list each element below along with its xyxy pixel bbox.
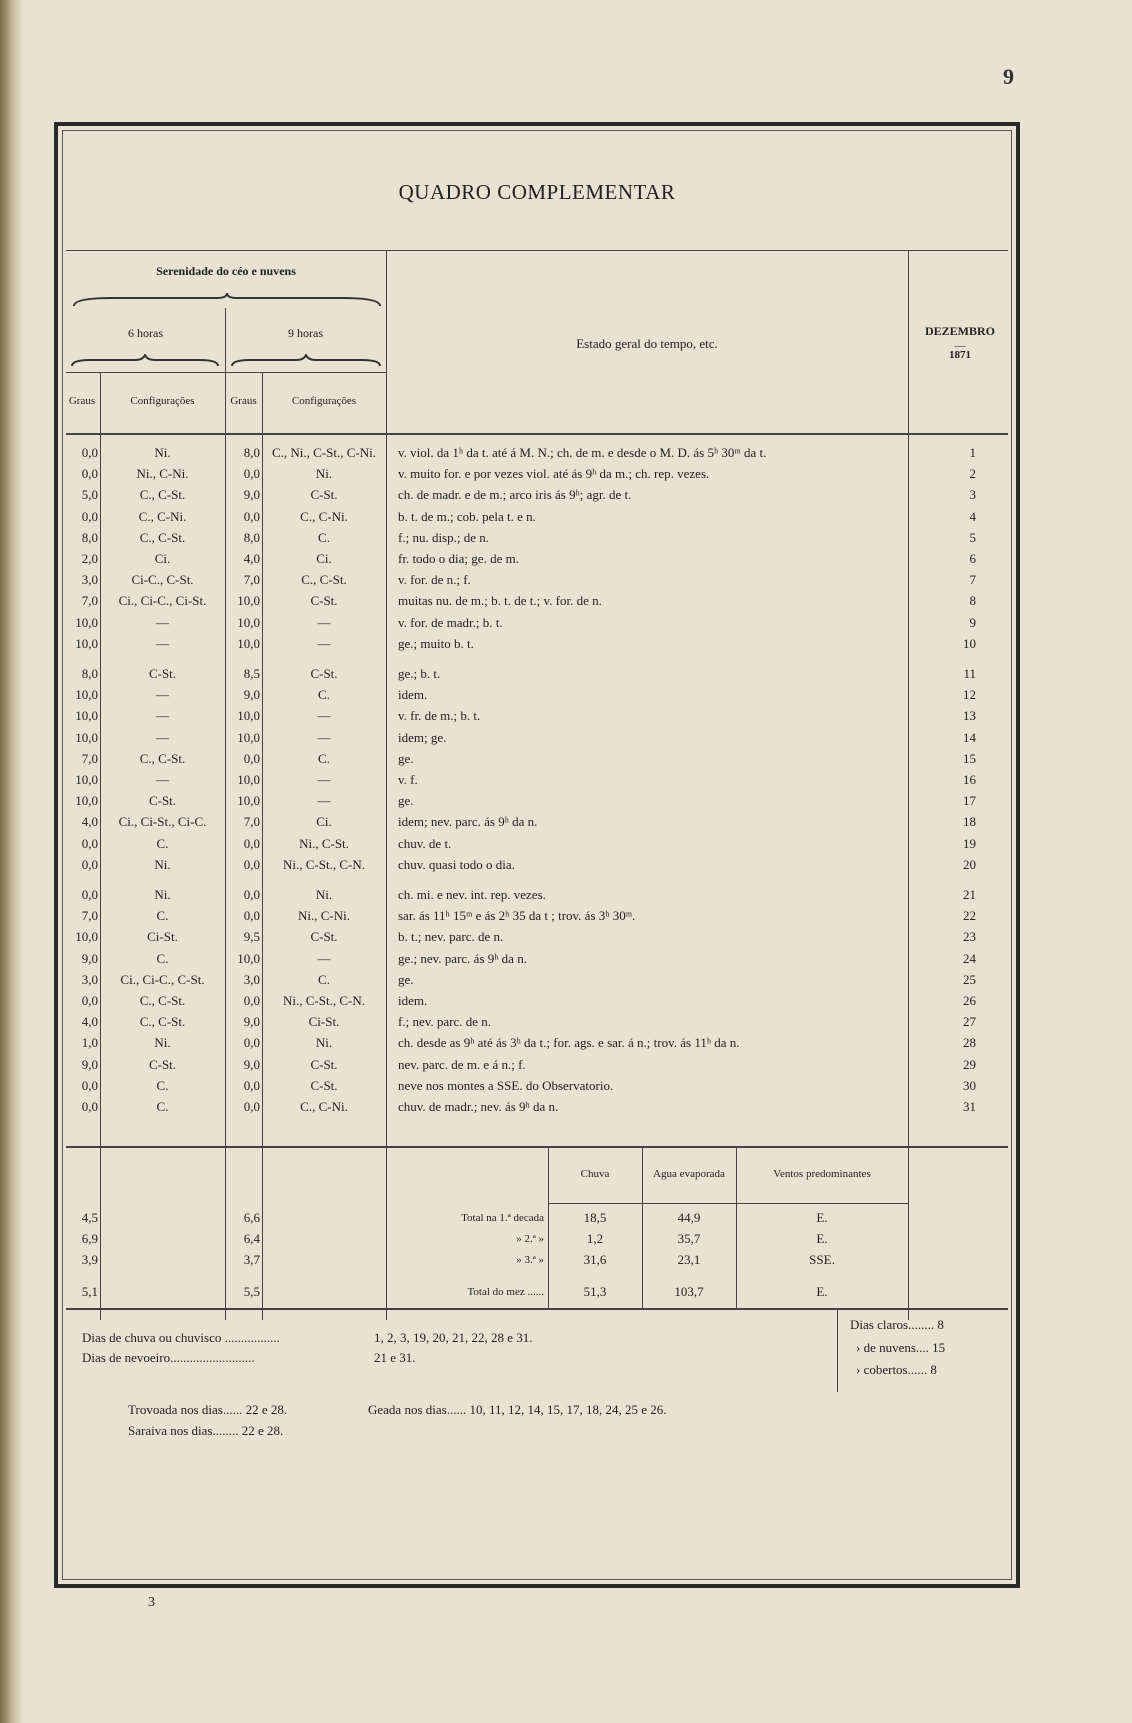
header-dash: — <box>954 340 966 352</box>
cell-graus-6h: 10,0 <box>75 729 98 745</box>
summary-chuva-label: Chuva <box>580 1168 610 1180</box>
cell-config-9h: Ni., C-St., C-N. <box>283 993 365 1008</box>
cell-day: 18 <box>963 814 976 830</box>
cell-estado: chuv. de madr.; nev. ás 9ʰ da n. <box>398 1099 559 1114</box>
cell-graus-9h: 9,0 <box>243 1056 260 1072</box>
cell-config-6h: C. <box>156 1099 169 1114</box>
cell-estado: v. viol. da 1ʰ da t. até á M. N.; ch. de m. e desde o M. D. ás 5ʰ 30ᵐ da t. <box>398 445 767 460</box>
cell-estado: chuv. de t. <box>398 835 452 851</box>
summary-chuva: 18,5 <box>583 1210 607 1225</box>
cell-config-9h: Ci. <box>316 814 332 830</box>
cell-estado: neve nos montes a SSE. do Observatorio. <box>398 1077 614 1093</box>
cell-day: 25 <box>963 971 976 987</box>
cell-graus-9h: 9,0 <box>243 1014 260 1030</box>
cell-graus-9h: 0,0 <box>243 1035 260 1051</box>
cell-day: 23 <box>963 929 976 945</box>
footer-geada: Geada nos dias...... 10, 11, 12, 14, 15, 17, 18, 24, 25 e 26. <box>368 1402 667 1417</box>
cell-graus-6h: 0,0 <box>81 856 98 872</box>
footer-dias-cobertos: › cobertos...... 8 <box>856 1362 937 1377</box>
cell-config-9h: C. <box>318 971 330 987</box>
cell-graus-6h: 7,0 <box>81 750 98 766</box>
cell-graus-6h: 0,0 <box>81 1077 98 1093</box>
cell-config-9h: — <box>317 772 331 787</box>
cell-config-9h: C-St. <box>310 1077 338 1093</box>
cell-graus-6h: 4,0 <box>81 1014 98 1030</box>
header-estado: Estado geral do tempo, etc. <box>576 336 718 351</box>
header-config-9: Configurações <box>291 395 357 407</box>
cell-config-6h: Ni. <box>154 445 171 460</box>
summary-label: Total na 1.ª decada <box>461 1212 544 1224</box>
cell-graus-6h: 10,0 <box>75 614 98 630</box>
cell-graus-9h: 10,0 <box>237 614 260 630</box>
cell-config-9h: C., C-St. <box>301 572 347 588</box>
cell-config-6h: C., C-St. <box>139 993 186 1008</box>
cell-config-9h: Ni., C-St., C-N. <box>283 856 365 872</box>
cell-day: 12 <box>963 687 976 703</box>
cell-day: 5 <box>969 529 976 545</box>
cell-graus-6h: 5,0 <box>81 487 98 503</box>
cell-day: 29 <box>963 1056 976 1072</box>
cell-day: 16 <box>963 772 976 787</box>
cell-estado: muitas nu. de m.; b. t. de t.; v. for. de n. <box>398 593 602 609</box>
cell-estado: v. f. <box>398 772 418 787</box>
summary-chuva: 31,6 <box>583 1252 607 1267</box>
cell-graus-9h: 9,0 <box>243 487 260 503</box>
cell-graus-9h: 10,0 <box>237 793 260 809</box>
signature-mark: 3 <box>148 1595 155 1610</box>
cell-graus-9h: 0,0 <box>243 856 260 872</box>
cell-graus-6h: 0,0 <box>81 887 98 902</box>
cell-estado: nev. parc. de m. e á n.; f. <box>398 1056 526 1072</box>
cell-graus-6h: 10,0 <box>75 635 98 651</box>
summary-agua: 23,1 <box>677 1252 701 1267</box>
cell-estado: idem. <box>398 993 428 1008</box>
cell-config-6h: Ci., Ci-C., Ci-St. <box>118 593 207 609</box>
book-binding-edge <box>0 0 24 1723</box>
cell-estado: ge. <box>398 793 414 809</box>
cell-estado: v. muito for. e por vezes viol. até ás 9ʰ da m.; ch. rep. vezes. <box>398 466 710 482</box>
cell-config-6h: Ci-St. <box>147 929 178 945</box>
cell-config-6h: C. <box>156 950 169 966</box>
cell-graus-9h: 4,0 <box>243 551 260 566</box>
cell-graus-6h: 9,0 <box>81 1056 98 1072</box>
summary-graus-6h: 6,9 <box>81 1231 98 1246</box>
cell-day: 7 <box>969 572 976 588</box>
cell-graus-9h: 0,0 <box>243 508 260 524</box>
cell-graus-9h: 8,0 <box>243 445 260 460</box>
cell-config-9h: — <box>317 950 331 966</box>
header-graus-6: Graus <box>68 395 96 407</box>
cell-config-9h: — <box>317 635 331 651</box>
summary-agua: 103,7 <box>674 1284 704 1299</box>
cell-estado: fr. todo o dia; ge. de m. <box>398 551 519 566</box>
cell-graus-9h: 10,0 <box>237 708 260 724</box>
brace-9-horas <box>230 354 382 368</box>
cell-estado: sar. ás 11ʰ 15ᵐ e ás 2ʰ 35 da t ; trov. ás 3ʰ 30ᵐ. <box>398 908 636 924</box>
cell-graus-6h: 0,0 <box>81 835 98 851</box>
cell-config-9h: C., C-Ni. <box>300 1099 348 1114</box>
cell-day: 22 <box>963 908 976 924</box>
cell-estado: ge.; b. t. <box>398 666 441 681</box>
cell-graus-9h: 0,0 <box>243 1099 260 1114</box>
cell-day: 10 <box>963 635 976 651</box>
cell-config-9h: Ci-St. <box>308 1014 340 1030</box>
cell-config-6h: C-St. <box>148 666 177 681</box>
cell-day: 19 <box>963 835 976 851</box>
cell-config-6h: C., C-Ni. <box>138 508 187 524</box>
cell-config-6h: C., C-St. <box>139 529 186 545</box>
cell-graus-9h: 0,0 <box>243 887 260 902</box>
cell-estado: ge. <box>398 971 414 987</box>
cell-config-6h: Ni. <box>154 856 171 872</box>
cell-config-6h: — <box>156 708 169 724</box>
cell-config-6h: C., C-St. <box>139 1014 186 1030</box>
cell-config-6h: Ni., C-Ni. <box>136 466 189 482</box>
footer-dias-claros: Dias claros........ 8 <box>850 1317 944 1332</box>
cell-graus-9h: 0,0 <box>243 750 260 766</box>
cell-estado: idem. <box>398 687 428 703</box>
summary-vento: E. <box>816 1231 828 1246</box>
cell-graus-9h: 10,0 <box>237 635 260 651</box>
summary-ventos-label: Ventos predominantes <box>773 1168 871 1180</box>
cell-config-9h: C-St. <box>310 929 338 945</box>
cell-day: 6 <box>969 551 976 566</box>
header-serenidade: Serenidade do céo e nuvens <box>156 264 296 278</box>
cell-day: 2 <box>969 466 976 482</box>
summary-graus-9h: 5,5 <box>243 1284 260 1299</box>
cell-config-9h: Ni. <box>315 466 333 482</box>
cell-graus-9h: 10,0 <box>237 772 260 787</box>
cell-graus-6h: 9,0 <box>81 950 98 966</box>
cell-graus-6h: 10,0 <box>75 708 98 724</box>
cell-graus-6h: 0,0 <box>81 466 98 482</box>
cell-config-6h: C., C-St. <box>139 750 186 766</box>
cell-graus-6h: 10,0 <box>75 687 98 703</box>
summary-vento: E. <box>816 1210 828 1225</box>
footer-nevoeiro-dias: 21 e 31. <box>374 1350 416 1365</box>
cell-graus-6h: 0,0 <box>81 993 98 1008</box>
summary-vento: E. <box>816 1284 828 1299</box>
cell-day: 13 <box>963 708 976 724</box>
cell-config-6h: — <box>156 729 169 745</box>
cell-day: 8 <box>969 593 976 609</box>
cell-day: 14 <box>963 729 976 745</box>
cell-config-6h: — <box>156 687 169 703</box>
cell-graus-6h: 4,0 <box>81 814 98 830</box>
header-config-6: Configurações <box>130 395 195 407</box>
summary-top-rule <box>66 1146 1008 1148</box>
header-month: DEZEMBRO <box>924 324 995 338</box>
cell-estado: ge.; muito b. t. <box>398 635 474 651</box>
brace-serenidade <box>72 292 382 308</box>
summary-graus-9h: 6,6 <box>243 1210 260 1225</box>
cell-estado: ch. de madr. e de m.; arco iris ás 9ʰ; agr. de t. <box>398 487 632 503</box>
cell-config-6h: C-St. <box>148 1056 177 1072</box>
footer-nevoeiro-label: Dias de nevoeiro.......................... <box>82 1350 255 1365</box>
footer-trovoada: Trovoada nos dias...... 22 e 28. <box>128 1402 288 1417</box>
cell-day: 30 <box>963 1077 976 1093</box>
subheader-rule <box>66 372 386 373</box>
cell-config-9h: C-St. <box>310 666 338 681</box>
cell-graus-6h: 10,0 <box>75 929 98 945</box>
cell-estado: chuv. quasi todo o dia. <box>398 856 515 872</box>
cell-graus-6h: 8,0 <box>81 666 98 681</box>
summary-agua: 44,9 <box>677 1210 701 1225</box>
cell-config-6h: C-St. <box>148 793 177 809</box>
summary-graus-6h: 4,5 <box>81 1210 98 1225</box>
cell-graus-9h: 7,0 <box>243 814 260 830</box>
cell-graus-6h: 0,0 <box>81 445 98 460</box>
cell-config-6h: Ni. <box>154 887 171 902</box>
cell-config-6h: — <box>156 772 169 787</box>
summary-graus-6h: 3,9 <box>81 1252 98 1267</box>
cell-graus-6h: 2,0 <box>81 551 98 566</box>
header-9-horas: 9 horas <box>288 326 323 340</box>
cell-day: 26 <box>963 993 976 1008</box>
page-number: 9 <box>1003 64 1014 89</box>
col-divider-estado <box>386 250 387 1320</box>
footer-saraiva: Saraiva nos dias........ 22 e 28. <box>128 1423 284 1438</box>
cell-graus-9h: 8,5 <box>243 666 260 681</box>
header-bottom-rule <box>66 433 1008 435</box>
cell-graus-9h: 7,0 <box>243 572 260 588</box>
cell-estado: v. fr. de m.; b. t. <box>398 708 481 724</box>
header-graus-9: Graus <box>230 395 257 407</box>
cell-estado: v. for. de madr.; b. t. <box>398 614 503 630</box>
cell-graus-6h: 3,0 <box>81 572 98 588</box>
cell-graus-9h: 10,0 <box>237 950 260 966</box>
cell-config-9h: Ni., C-Ni. <box>298 908 350 924</box>
header-top-rule <box>66 250 1008 251</box>
summary-graus-6h: 5,1 <box>81 1284 98 1299</box>
summary-label: » 3.ª » <box>516 1254 544 1266</box>
cell-graus-6h: 7,0 <box>81 593 98 609</box>
cell-day: 31 <box>963 1099 976 1114</box>
cell-config-6h: — <box>156 635 169 651</box>
summary-subheader-rule <box>548 1203 908 1204</box>
cell-config-6h: C., C-St. <box>139 487 186 503</box>
footer-dias-nuvens: › de nuvens.... 15 <box>856 1340 946 1355</box>
cell-day: 17 <box>963 793 976 809</box>
cell-graus-6h: 8,0 <box>81 529 98 545</box>
cell-config-9h: Ni., C-St. <box>299 835 349 851</box>
cell-config-6h: C. <box>156 1077 169 1093</box>
cell-config-9h: C-St. <box>310 487 338 503</box>
summary-bottom-rule <box>66 1308 1008 1310</box>
cell-graus-9h: 9,5 <box>243 929 260 945</box>
footer-chuva-label: Dias de chuva ou chuvisco ................. <box>82 1330 280 1345</box>
cell-config-9h: Ni. <box>315 887 333 902</box>
summary-agua-label: Agua evaporada <box>653 1168 725 1180</box>
cell-graus-6h: 7,0 <box>81 908 98 924</box>
cell-config-9h: C. <box>318 687 330 703</box>
cell-day: 24 <box>963 950 976 966</box>
cell-day: 1 <box>969 445 976 460</box>
summary-graus-9h: 6,4 <box>243 1231 260 1246</box>
cell-graus-9h: 0,0 <box>243 908 260 924</box>
cell-day: 3 <box>969 487 976 503</box>
footer-chuva-dias: 1, 2, 3, 19, 20, 21, 22, 28 e 31. <box>374 1330 533 1345</box>
cell-config-6h: Ci. <box>154 551 171 566</box>
cell-graus-6h: 3,0 <box>81 971 98 987</box>
cell-graus-9h: 8,0 <box>243 529 260 545</box>
cell-config-6h: Ci., Ci-C., C-St. <box>120 971 205 987</box>
cell-config-9h: C., Ni., C-St., C-Ni. <box>271 445 376 460</box>
cell-estado: f.; nu. disp.; de n. <box>398 529 489 545</box>
cell-estado: ch. mi. e nev. int. rep. vezes. <box>398 887 546 902</box>
cell-config-9h: C-St. <box>310 1056 338 1072</box>
cell-config-6h: — <box>156 614 169 630</box>
cell-estado: b. t. de m.; cob. pela t. e n. <box>398 508 536 524</box>
cell-day: 21 <box>963 887 976 902</box>
cell-config-6h: Ci-C., C-St. <box>131 572 194 588</box>
cell-graus-9h: 3,0 <box>243 971 260 987</box>
cell-estado: idem; nev. parc. ás 9ʰ da n. <box>398 814 538 830</box>
cell-graus-9h: 0,0 <box>243 466 260 482</box>
cell-config-9h: Ci. <box>316 551 332 566</box>
cell-day: 20 <box>963 856 976 872</box>
cell-day: 9 <box>969 614 976 630</box>
cell-estado: ge.; nev. parc. ás 9ʰ da n. <box>398 950 527 966</box>
cell-estado: f.; nev. parc. de n. <box>398 1014 492 1030</box>
summary-chuva: 51,3 <box>583 1284 607 1299</box>
cell-config-6h: Ni. <box>154 1035 171 1051</box>
cell-estado: b. t.; nev. parc. de n. <box>398 929 504 945</box>
cell-day: 27 <box>963 1014 976 1030</box>
summary-vento: SSE. <box>809 1252 835 1267</box>
summary-agua: 35,7 <box>677 1231 701 1246</box>
cell-estado: ge. <box>398 750 414 766</box>
page-title: QUADRO COMPLEMENTAR <box>398 180 676 204</box>
summary-chuva: 1,2 <box>586 1231 604 1246</box>
cell-graus-6h: 0,0 <box>81 508 98 524</box>
cell-graus-9h: 10,0 <box>237 593 260 609</box>
cell-graus-6h: 1,0 <box>81 1035 98 1051</box>
cell-config-9h: C. <box>318 750 330 766</box>
cell-config-9h: Ni. <box>315 1035 333 1051</box>
cell-graus-9h: 0,0 <box>243 835 260 851</box>
cell-graus-6h: 10,0 <box>75 772 98 787</box>
cell-graus-9h: 0,0 <box>243 1077 260 1093</box>
cell-config-9h: C. <box>318 529 330 545</box>
cell-config-9h: — <box>317 614 331 630</box>
cell-estado: v. for. de n.; f. <box>398 572 471 588</box>
cell-config-6h: Ci., Ci-St., Ci-C. <box>118 814 207 830</box>
header-year: 1871 <box>949 349 971 361</box>
cell-graus-9h: 10,0 <box>237 729 260 745</box>
header-6-horas: 6 horas <box>128 326 163 340</box>
summary-label: Total do mez ...... <box>467 1286 544 1298</box>
summary-graus-9h: 3,7 <box>243 1252 260 1267</box>
cell-graus-6h: 0,0 <box>81 1099 98 1114</box>
cell-graus-6h: 10,0 <box>75 793 98 809</box>
cell-config-9h: C., C-Ni. <box>300 508 348 524</box>
cell-config-9h: C-St. <box>310 593 338 609</box>
cell-graus-9h: 0,0 <box>243 993 260 1008</box>
cell-graus-9h: 9,0 <box>243 687 260 703</box>
cell-config-9h: — <box>317 729 331 745</box>
cell-day: 28 <box>963 1035 976 1051</box>
cell-day: 4 <box>969 508 976 524</box>
cell-estado: ch. desde as 9ʰ até ás 3ʰ da t.; for. ags. e sar. á n.; trov. ás 11ʰ da n. <box>398 1035 740 1051</box>
brace-6-horas <box>70 354 220 368</box>
cell-config-6h: C. <box>156 908 169 924</box>
cell-config-9h: — <box>317 793 331 809</box>
cell-estado: idem; ge. <box>398 729 447 745</box>
cell-config-9h: — <box>317 708 331 724</box>
cell-day: 11 <box>963 666 976 681</box>
summary-label: » 2.ª » <box>516 1233 544 1245</box>
cell-day: 15 <box>963 750 976 766</box>
cell-config-6h: C. <box>156 835 169 851</box>
footer-dias-divider <box>837 1310 838 1392</box>
